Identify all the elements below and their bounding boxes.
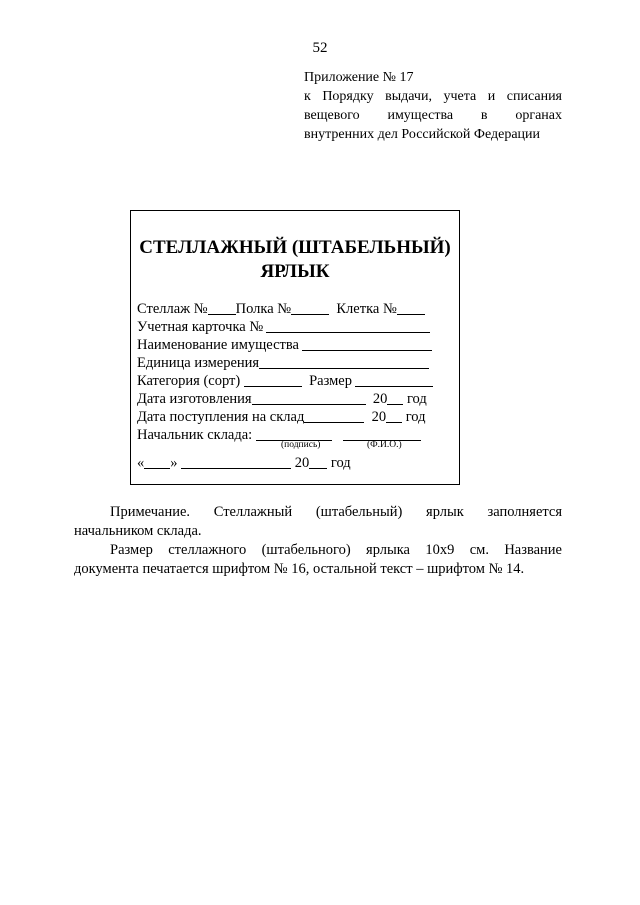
size-label: Размер bbox=[309, 373, 352, 389]
receipt-date-field[interactable] bbox=[304, 408, 364, 423]
date-year-prefix: 20 bbox=[294, 455, 310, 471]
date-year-word: год bbox=[330, 455, 351, 471]
unit-field[interactable] bbox=[259, 354, 429, 369]
quote-close: » bbox=[170, 455, 178, 471]
manufacture-date-field[interactable] bbox=[252, 390, 366, 405]
note-1-line-1: Примечание. Стеллажный (штабельный) ярлык заполняется bbox=[110, 504, 562, 520]
appendix-line-3: вещевого имущества в органах bbox=[304, 108, 562, 123]
manufacture-date-row bbox=[137, 390, 427, 408]
note-2-line-1: Размер стеллажного (штабельного) ярлыка 10х9 см. Название bbox=[110, 542, 562, 558]
category-field[interactable] bbox=[244, 372, 302, 387]
shelf-label: Полка № bbox=[235, 301, 292, 317]
manufacture-date-label: Дата изготовления bbox=[137, 391, 252, 407]
rack-field[interactable] bbox=[208, 300, 236, 315]
appendix-header bbox=[304, 68, 562, 144]
account-card-field[interactable] bbox=[266, 318, 430, 333]
rack-label-form bbox=[130, 210, 460, 485]
category-size-row bbox=[137, 372, 433, 390]
cell-field[interactable] bbox=[397, 300, 425, 315]
note-1-line-2: начальником склада. bbox=[74, 523, 202, 539]
unit-row bbox=[137, 354, 429, 372]
property-name-label: Наименование имущества bbox=[137, 337, 299, 353]
signature-hint: (подпись) bbox=[281, 440, 321, 450]
account-card-row bbox=[137, 318, 430, 336]
label-title-line-1: СТЕЛЛАЖНЫЙ (ШТАБЕЛЬНЫЙ) bbox=[139, 237, 451, 258]
rack-shelf-cell-row bbox=[137, 300, 425, 318]
receipt-year-field[interactable] bbox=[386, 408, 402, 423]
manufacture-year-field[interactable] bbox=[387, 390, 403, 405]
manufacture-year-prefix: 20 bbox=[372, 391, 388, 407]
signature-field[interactable] bbox=[256, 426, 332, 441]
page-number: 52 bbox=[312, 40, 328, 56]
size-field[interactable] bbox=[355, 372, 433, 387]
cell-label: Клетка № bbox=[336, 301, 397, 317]
note-2-line-2: документа печатается шрифтом № 16, остальной текст – шрифтом № 14. bbox=[74, 561, 525, 577]
appendix-line-2: к Порядку выдачи, учета и списания bbox=[304, 89, 562, 104]
receipt-date-label: Дата поступления на склад bbox=[137, 409, 305, 425]
receipt-year-word: год bbox=[405, 409, 426, 425]
property-name-field[interactable] bbox=[302, 336, 432, 351]
appendix-line-4: внутренних дел Российской Федерации bbox=[304, 127, 541, 142]
fio-field[interactable] bbox=[343, 426, 421, 441]
category-label: Категория (сорт) bbox=[137, 373, 241, 389]
account-card-label: Учетная карточка № bbox=[137, 319, 264, 335]
receipt-date-row bbox=[137, 408, 426, 426]
shelf-field[interactable] bbox=[291, 300, 329, 315]
appendix-title: Приложение № 17 bbox=[304, 70, 414, 85]
fio-hint: (Ф.И.О.) bbox=[367, 440, 402, 450]
manufacture-year-word: год bbox=[406, 391, 427, 407]
quote-open: « bbox=[137, 455, 145, 471]
day-field[interactable] bbox=[144, 454, 170, 469]
month-field[interactable] bbox=[181, 454, 291, 469]
note-2 bbox=[74, 541, 562, 579]
rack-label: Стеллаж № bbox=[137, 301, 208, 317]
unit-label: Единица измерения bbox=[137, 355, 260, 371]
property-name-row bbox=[137, 336, 432, 354]
date-year-field[interactable] bbox=[309, 454, 327, 469]
label-title-line-2: ЯРЛЫК bbox=[260, 261, 330, 282]
note-1 bbox=[74, 503, 562, 541]
warehouse-chief-label: Начальник склада: bbox=[137, 427, 253, 443]
receipt-year-prefix: 20 bbox=[371, 409, 387, 425]
date-row bbox=[137, 454, 351, 472]
